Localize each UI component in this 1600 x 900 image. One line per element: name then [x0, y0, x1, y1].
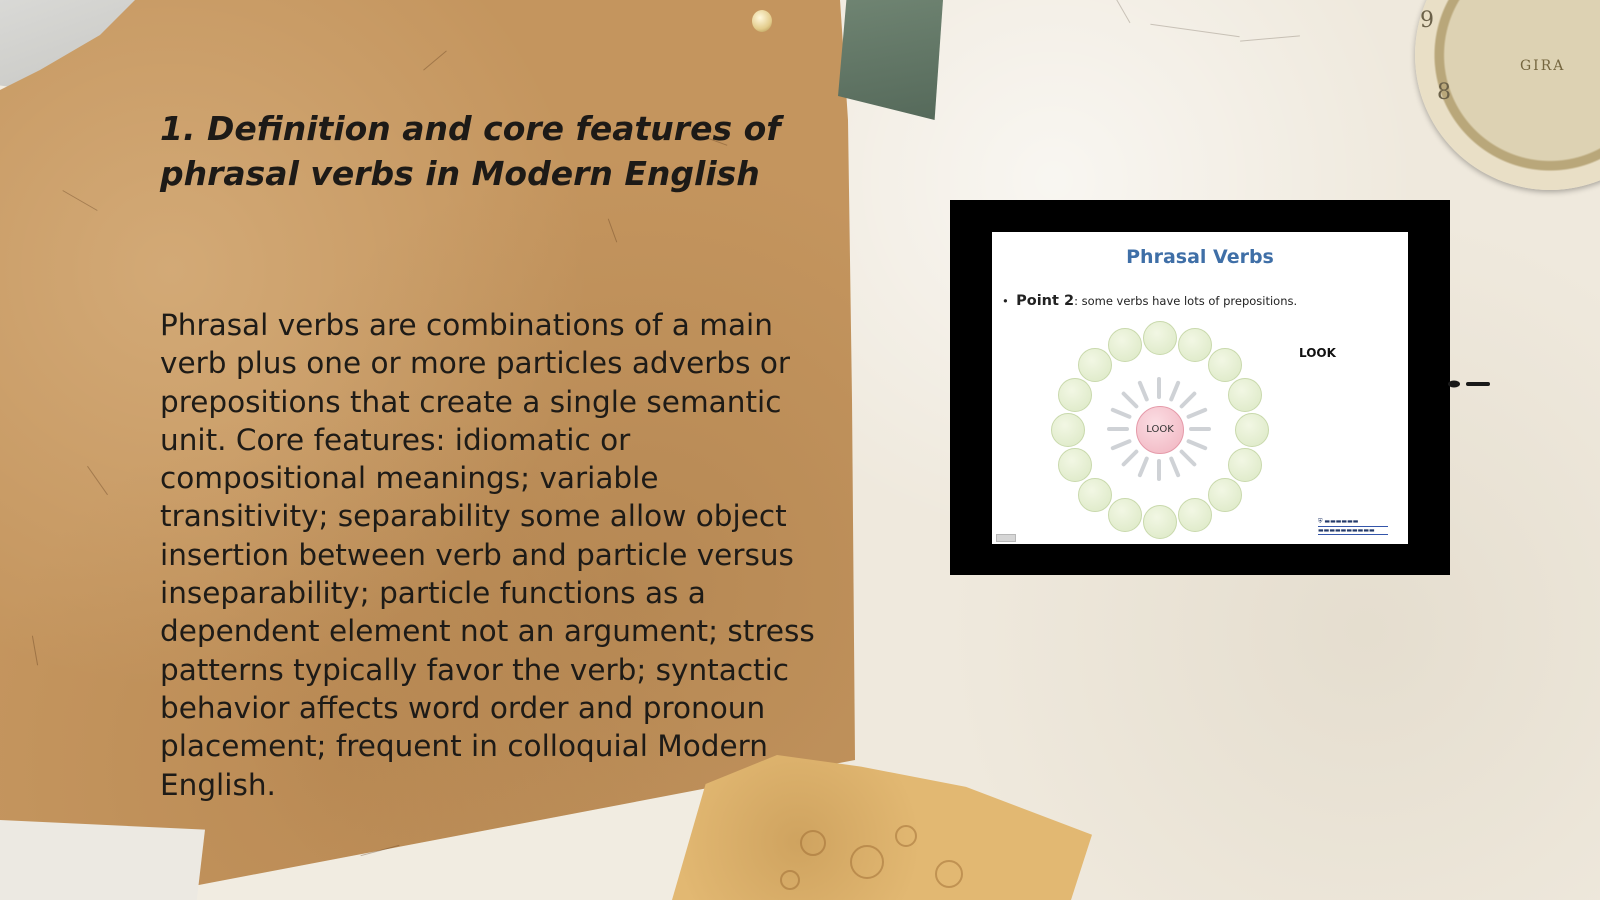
- diagram-ray: [1110, 407, 1132, 419]
- diagram-ray: [1107, 427, 1129, 431]
- lace-pattern: [800, 830, 826, 856]
- diagram-ray: [1186, 439, 1208, 451]
- diagram-ray: [1137, 380, 1149, 402]
- publisher-logo: ⛨ ▬▬▬▬▬▬ ▬▬▬▬▬▬▬▬▬▬: [1318, 518, 1388, 532]
- video-side-word: LOOK: [1299, 346, 1336, 360]
- lace-pattern: [935, 860, 963, 888]
- lace-pattern: [850, 845, 884, 879]
- diagram-petal: [1178, 328, 1212, 362]
- diagram-petal: [1078, 348, 1112, 382]
- diagram-center: LOOK: [1136, 406, 1184, 454]
- diagram-petal: [1078, 478, 1112, 512]
- diagram-ray: [1121, 391, 1139, 409]
- pencil-icon: [1448, 380, 1494, 388]
- diagram-petal: [1228, 448, 1262, 482]
- clock-numeral: 8: [1437, 80, 1451, 105]
- video-slide-title: Phrasal Verbs: [1126, 246, 1274, 268]
- lace-pattern: [780, 870, 800, 890]
- slide-heading: 1. Definition and core features of phrasal verbs in Modern English: [160, 109, 781, 193]
- clock-numeral: 9: [1420, 8, 1434, 33]
- diagram-ray: [1137, 456, 1149, 478]
- video-frame-content: [992, 232, 1408, 544]
- slide-body-text: Phrasal verbs are combinations of a main verb plus one or more particles adverbs or prepositions that create a single semantic unit. Core features: idiomatic or compositional meanings; variable transitivity; separability some allow object insertion between verb and particle versus inseparability; particle functions as a dependent element not an argument; stress patterns typically favor the verb; syntactic behavior affects word order and pronoun placement; frequent in colloquial Modern English.: [160, 308, 815, 802]
- diagram-ray: [1169, 456, 1181, 478]
- diagram-ray: [1157, 377, 1161, 399]
- diagram-petal: [1228, 378, 1262, 412]
- diagram-petal: [1058, 378, 1092, 412]
- diagram-petal: [1108, 328, 1142, 362]
- diagram-ray: [1179, 449, 1197, 467]
- diagram-petal: [1051, 413, 1085, 447]
- diagram-petal: [1208, 348, 1242, 382]
- diagram-petal: [1178, 498, 1212, 532]
- bullet-icon: •: [1002, 294, 1009, 308]
- diagram-ray: [1121, 449, 1139, 467]
- lace-pattern: [895, 825, 917, 847]
- bullet-text: : some verbs have lots of prepositions.: [1074, 294, 1298, 308]
- diagram-petal: [1208, 478, 1242, 512]
- pushpin: [752, 10, 772, 32]
- diagram-petal: [1143, 505, 1177, 539]
- video-slide-bullet: [1002, 293, 1297, 309]
- clock-emblem: GIRA: [1520, 58, 1566, 74]
- embedded-video[interactable]: [950, 200, 1450, 575]
- diagram-petal: [1058, 448, 1092, 482]
- white-paper-scrap: [0, 820, 205, 900]
- diagram-ray: [1179, 391, 1197, 409]
- diagram-ray: [1169, 380, 1181, 402]
- diagram-ray: [1110, 439, 1132, 451]
- diagram-petal: [1143, 321, 1177, 355]
- diagram-petal: [1108, 498, 1142, 532]
- bullet-label: Point 2: [1016, 293, 1075, 309]
- diagram-petal: [1235, 413, 1269, 447]
- diagram-ray: [1189, 427, 1211, 431]
- diagram-ray: [1186, 407, 1208, 419]
- diagram-ray: [1157, 459, 1161, 481]
- zoom-control-icon: [996, 534, 1016, 542]
